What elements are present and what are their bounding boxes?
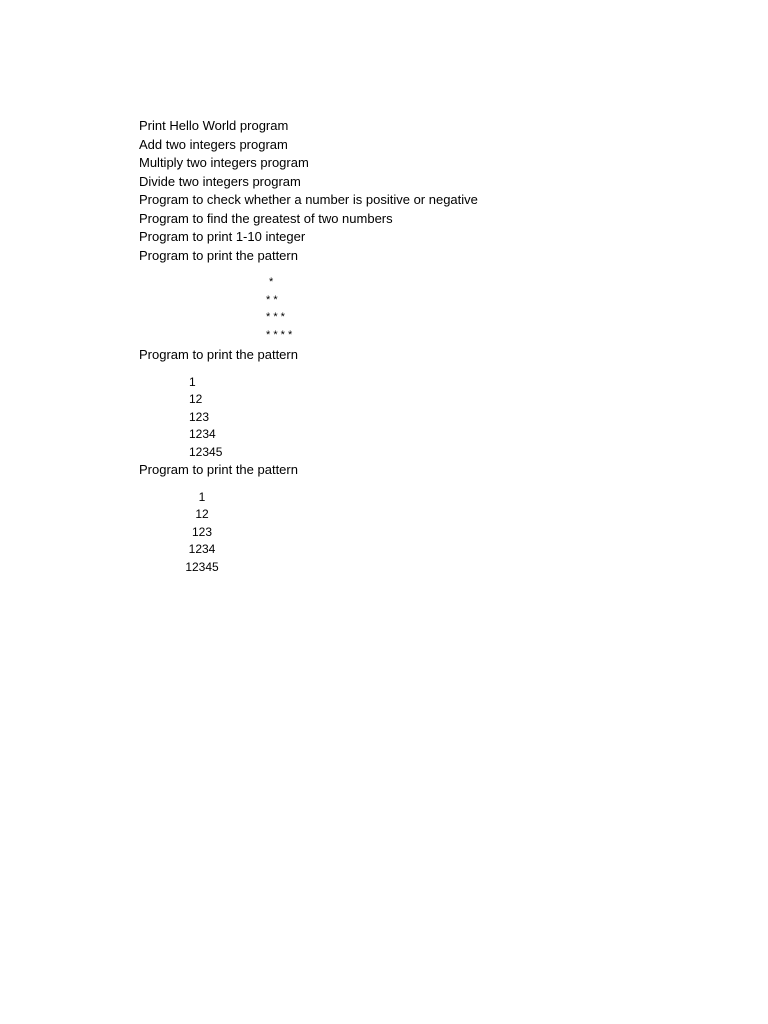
star-pattern-row: * * * <box>266 311 285 323</box>
number-pattern-left <box>139 374 659 462</box>
star-pattern <box>139 274 659 344</box>
list-item: Program to check whether a number is positive or negative <box>139 192 478 207</box>
number-pattern-row: 1234 <box>188 542 216 556</box>
star-pattern-row: * * <box>266 293 278 306</box>
program-list <box>139 117 659 576</box>
number-pattern-row: 12345 <box>189 444 223 459</box>
star-pattern-row: * * * * <box>266 328 293 341</box>
number-pattern-row: 123 <box>189 409 210 424</box>
number-pattern-row: 12 <box>195 507 209 521</box>
list-item: Program to print the pattern <box>139 247 298 263</box>
number-pattern-row: 1234 <box>189 427 216 441</box>
list-item: Multiply two integers program <box>139 155 309 170</box>
list-item: Add two integers program <box>139 136 288 152</box>
list-item: Program to find the greatest of two numbers <box>139 210 393 226</box>
list-item: Program to print the pattern <box>139 347 298 362</box>
list-item: Program to print the pattern <box>139 462 298 477</box>
number-pattern-row: 12345 <box>185 559 219 574</box>
list-item: Divide two integers program <box>139 173 301 189</box>
list-item: Print Hello World program <box>139 118 289 133</box>
number-pattern-center <box>139 489 265 577</box>
list-item: Program to print 1-10 integer <box>139 229 306 244</box>
star-pattern-row: * <box>266 276 274 288</box>
number-pattern-row: 12 <box>189 392 203 406</box>
number-pattern-row: 1 <box>189 374 196 389</box>
number-pattern-row: 1 <box>198 489 206 504</box>
number-pattern-row: 123 <box>191 524 213 539</box>
